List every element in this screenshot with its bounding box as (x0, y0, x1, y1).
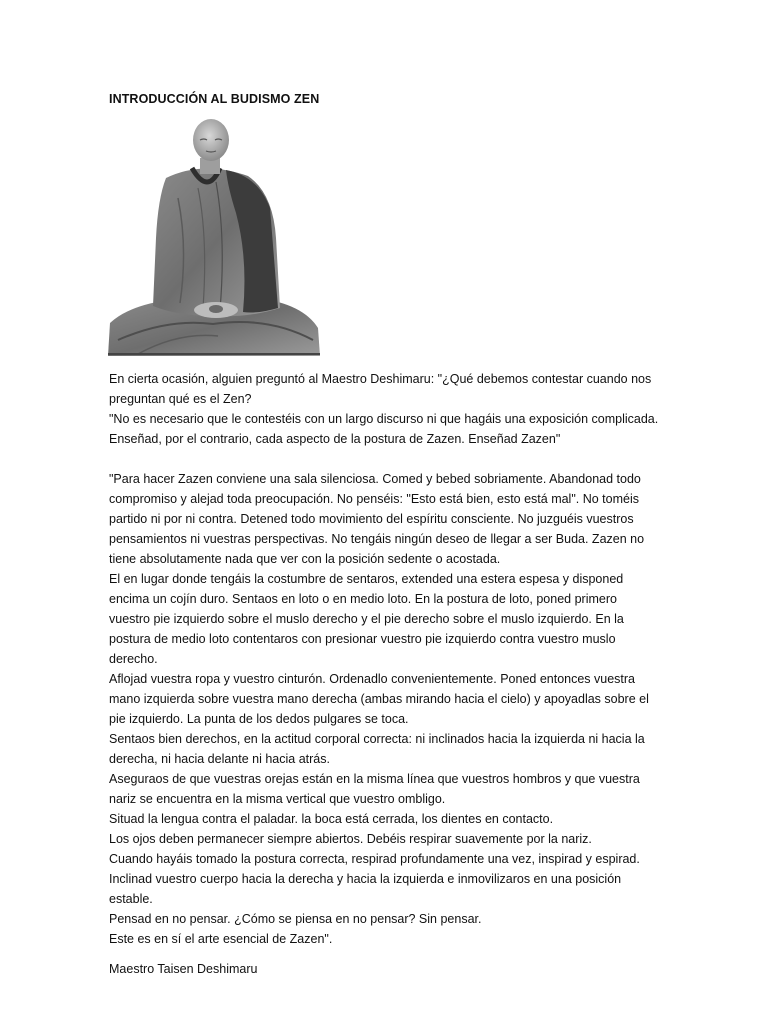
author-signature: Maestro Taisen Deshimaru (109, 962, 258, 976)
document-body (109, 369, 659, 949)
paragraph: Aflojad vuestra ropa y vuestro cinturón. Ordenadlo convenientemente. Poned entonces vuestra mano izquierda sobre vuestra mano derecha (ambas mirando hacia el cielo) y apoyadlas sobre el pie izquierdo. La punta de los dedos pulgares se toca. (109, 672, 649, 726)
document-title: INTRODUCCIÓN AL BUDISMO ZEN (109, 92, 320, 106)
paragraph: Aseguraos de que vuestras orejas están en la misma línea que vuestros hombros y que vuestra nariz se encuentra en la misma vertical que vuestro ombligo. (109, 772, 640, 806)
paragraph: Sentaos bien derechos, en la actitud corporal correcta: ni inclinados hacia la izquierda ni hacia la derecha, ni hacia delante ni hacia atrás. (109, 732, 645, 766)
paragraph: "Para hacer Zazen conviene una sala silenciosa. Comed y bebed sobriamente. Abandonad todo compromiso y alejad toda preocupación. No penséis: "Esto está bien, esto está mal". No toméis partido ni por ni contra. Detened todo movimiento del espíritu consciente. No juzguéis vuestros pensamientos ni vuestras perspectivas. No tengáis ningún deseo de llegar a ser Buda. Zazen no tiene absolutamente nada que ver con la posición sedente o acostada. (109, 472, 645, 566)
paragraph: El en lugar donde tengáis la costumbre de sentaros, extended una estera espesa y disponed encima un cojín duro. Sentaos en loto o en medio loto. En la postura de loto, poned primero vuestro pie izquierdo sobre el muslo derecho y el pie derecho sobre el muslo izquierdo. En la postura de medio loto contentaros con presionar vuestro pie izquierdo contra vuestro muslo derecho. (109, 572, 624, 666)
intro-answer: "No es necesario que le contestéis con un largo discurso ni que hagáis una exposición complicada. Enseñad, por el contrario, cada aspecto de la postura de Zazen. Enseñad Zazen" (109, 412, 659, 446)
meditating-monk-photo (108, 118, 320, 356)
paragraph: Los ojos deben permanecer siempre abiertos. Debéis respirar suavemente por la nariz. (109, 832, 592, 846)
paragraph: Cuando hayáis tomado la postura correcta, respirad profundamente una vez, inspirad y espirad. Inclinad vuestro cuerpo hacia la derecha y hacia la izquierda e inmovilizaros en una posición estable. (109, 852, 640, 906)
intro-question: En cierta ocasión, alguien preguntó al Maestro Deshimaru: "¿Qué debemos contestar cuando nos preguntan qué es el Zen? (109, 372, 652, 406)
paragraph: Este es en sí el arte esencial de Zazen". (109, 932, 333, 946)
paragraph: Situad la lengua contra el paladar. la boca está cerrada, los dientes en contacto. (109, 812, 554, 826)
paragraph: Pensad en no pensar. ¿Cómo se piensa en no pensar? Sin pensar. (109, 912, 482, 926)
